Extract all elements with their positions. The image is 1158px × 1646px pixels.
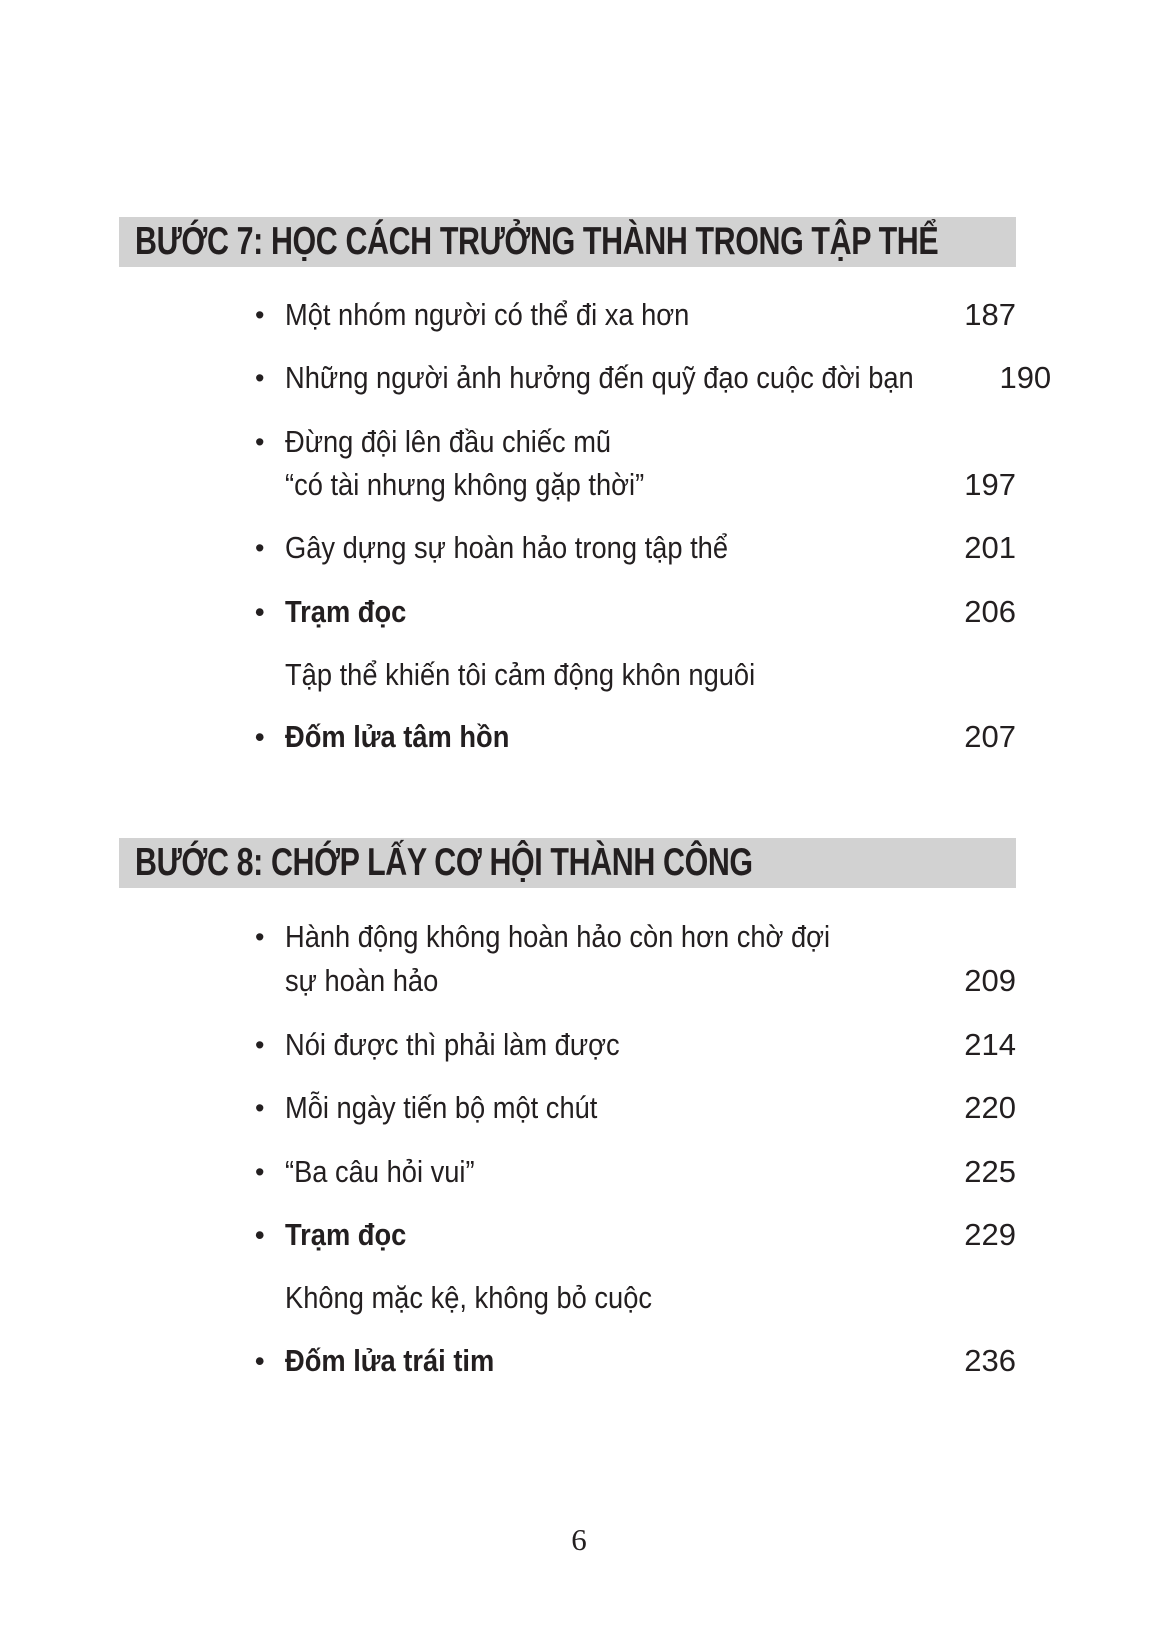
bullet-icon: •: [255, 1157, 265, 1187]
bullet-icon: •: [255, 597, 265, 627]
toc-entry: [119, 715, 1016, 759]
toc-entry-page: 236: [964, 1343, 1016, 1378]
toc-entry: [119, 1023, 1016, 1067]
section-header-title: BƯỚC 7: HỌC CÁCH TRƯỞNG THÀNH TRONG TẬP THỂ: [135, 220, 939, 263]
toc-entry-page: 220: [964, 1090, 1016, 1125]
toc-entry-title: Gây dựng sự hoàn hảo trong tập thể: [285, 530, 728, 565]
toc-entry: [119, 293, 1016, 337]
toc-entry-title: Nói được thì phải làm được: [285, 1027, 620, 1062]
toc-entry-title: sự hoàn hảo: [285, 963, 439, 998]
toc-entry-title: Đừng đội lên đầu chiếc mũ: [285, 424, 612, 459]
bullet-icon: •: [255, 533, 265, 563]
toc-entry-page: 206: [964, 594, 1016, 629]
bullet-icon: •: [255, 300, 265, 330]
bullet-icon: •: [255, 722, 265, 752]
toc-entry-page: 209: [964, 963, 1016, 998]
toc-entry-page: 225: [964, 1154, 1016, 1189]
toc-entry-title: “Ba câu hỏi vui”: [285, 1154, 475, 1189]
bullet-icon: •: [255, 1346, 265, 1376]
toc-entry: [119, 1339, 1016, 1383]
toc-entry: [119, 1150, 1016, 1194]
toc-entry: [119, 526, 1016, 570]
toc-entry-page: 207: [964, 719, 1016, 754]
bullet-icon: •: [255, 363, 265, 393]
toc-entry-title: Tập thể khiến tôi cảm động khôn nguôi: [285, 657, 756, 692]
toc-entry-subtitle: [119, 653, 1016, 697]
toc-entry-page: 201: [964, 530, 1016, 565]
toc-entry-continuation: [119, 959, 1016, 1003]
page-number: 6: [571, 1522, 587, 1557]
bullet-icon: •: [255, 922, 265, 952]
section-header-bar: [119, 217, 1016, 267]
toc-entry-title: Không mặc kệ, không bỏ cuộc: [285, 1280, 653, 1315]
bullet-icon: •: [255, 1093, 265, 1123]
toc-entry-title: Hành động không hoàn hảo còn hơn chờ đợi: [285, 919, 831, 954]
toc-entry-title: Đốm lửa trái tim: [285, 1343, 495, 1378]
toc-entry-title: Một nhóm người có thể đi xa hơn: [285, 297, 690, 332]
toc-entry-title: Trạm đọc: [285, 594, 407, 629]
toc-entry: [119, 420, 1016, 464]
toc-entry-title: Trạm đọc: [285, 1217, 407, 1252]
section-header-bar: [119, 838, 1016, 888]
toc-entry-subtitle: [119, 1276, 1016, 1320]
toc-entry-page: 214: [964, 1027, 1016, 1062]
bullet-icon: •: [255, 427, 265, 457]
toc-entry-title: Đốm lửa tâm hồn: [285, 719, 510, 754]
toc-entry: [119, 356, 1052, 400]
section-header-title: BƯỚC 8: CHỚP LẤY CƠ HỘI THÀNH CÔNG: [135, 841, 753, 884]
toc-entry-page: 190: [999, 360, 1052, 395]
bullet-icon: •: [255, 1220, 265, 1250]
toc-entry-page: 187: [964, 297, 1016, 332]
toc-entry: [119, 590, 1016, 634]
toc-entry-title: Mỗi ngày tiến bộ một chút: [285, 1090, 598, 1125]
toc-entry-page: 229: [964, 1217, 1016, 1252]
toc-entry-continuation: [119, 463, 1016, 507]
toc-entry: [119, 1086, 1016, 1130]
toc-entry-title: Những người ảnh hưởng đến quỹ đạo cuộc đời bạn: [285, 360, 914, 395]
toc-entry-page: 197: [964, 467, 1016, 502]
toc-entry: [119, 915, 1016, 959]
toc-entry: [119, 1213, 1016, 1257]
bullet-icon: •: [255, 1030, 265, 1060]
toc-entry-title: “có tài nhưng không gặp thời”: [285, 467, 645, 502]
